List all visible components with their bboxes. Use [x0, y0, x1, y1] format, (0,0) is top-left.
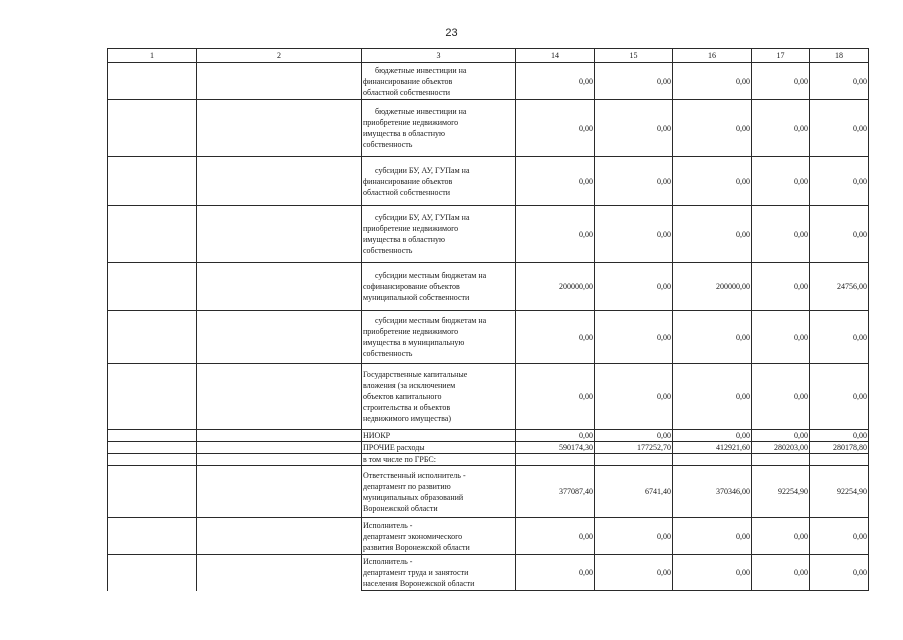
column-header: 3	[362, 49, 516, 63]
value-cell-col14: 0,00	[516, 555, 595, 591]
row-description: Государственные капитальные вложения (за исключением объектов капитального строительства и объектов недвижимого имущества)	[362, 364, 516, 430]
value-cell-col17: 0,00	[752, 430, 810, 442]
column-header: 2	[197, 49, 362, 63]
row-description: Исполнитель - департамент экономического развития Воронежской области	[362, 518, 516, 555]
value-cell-col15: 177252,70	[595, 442, 673, 454]
column-header: 18	[810, 49, 869, 63]
value-cell-col18: 0,00	[810, 100, 869, 157]
empty-cell-col1	[108, 206, 197, 263]
value-cell-col15: 0,00	[595, 100, 673, 157]
row-description: Ответственный исполнитель - департамент по развитию муниципальных образований Воронежской области	[362, 466, 516, 518]
empty-cell-col1	[108, 100, 197, 157]
value-cell-col14: 0,00	[516, 364, 595, 430]
value-cell-col14: 0,00	[516, 157, 595, 206]
row-description: Исполнитель - департамент труда и занятости населения Воронежской области	[362, 555, 516, 591]
empty-cell-col1	[108, 430, 197, 442]
value-cell-col14: 0,00	[516, 206, 595, 263]
table-row	[108, 263, 869, 311]
value-cell-col18: 24756,00	[810, 263, 869, 311]
row-description: субсидии БУ, АУ, ГУПам на приобретение недвижимого имущества в областную собственность	[362, 206, 516, 263]
table-row	[108, 157, 869, 206]
value-cell-col15	[595, 454, 673, 466]
table-row	[108, 466, 869, 518]
empty-cell-col1	[108, 157, 197, 206]
value-cell-col17: 0,00	[752, 63, 810, 100]
value-cell-col17: 0,00	[752, 206, 810, 263]
empty-cell-col2	[197, 63, 362, 100]
value-cell-col16: 0,00	[673, 157, 752, 206]
page-number: 23	[445, 27, 458, 39]
table-row	[108, 364, 869, 430]
table-row	[108, 454, 869, 466]
value-cell-col17: 0,00	[752, 157, 810, 206]
empty-cell-col1	[108, 518, 197, 555]
empty-cell-col2	[197, 263, 362, 311]
value-cell-col14: 0,00	[516, 311, 595, 364]
value-cell-col17: 0,00	[752, 364, 810, 430]
empty-cell-col1	[108, 454, 197, 466]
value-cell-col15: 0,00	[595, 518, 673, 555]
value-cell-col15: 0,00	[595, 311, 673, 364]
empty-cell-col1	[108, 63, 197, 100]
table-row	[108, 206, 869, 263]
value-cell-col18: 0,00	[810, 518, 869, 555]
empty-cell-col2	[197, 430, 362, 442]
value-cell-col15: 0,00	[595, 430, 673, 442]
value-cell-col16: 412921,60	[673, 442, 752, 454]
value-cell-col16: 0,00	[673, 100, 752, 157]
value-cell-col17: 92254,90	[752, 466, 810, 518]
value-cell-col14: 0,00	[516, 100, 595, 157]
value-cell-col18: 0,00	[810, 430, 869, 442]
value-cell-col18: 0,00	[810, 63, 869, 100]
row-description: в том числе по ГРБС:	[362, 454, 516, 466]
value-cell-col18: 280178,80	[810, 442, 869, 454]
empty-cell-col2	[197, 454, 362, 466]
column-header: 1	[108, 49, 197, 63]
value-cell-col18: 0,00	[810, 206, 869, 263]
empty-cell-col2	[197, 442, 362, 454]
value-cell-col16: 370346,00	[673, 466, 752, 518]
value-cell-col16	[673, 454, 752, 466]
row-description: бюджетные инвестиции на финансирование объектов областной собственности	[362, 63, 516, 100]
empty-cell-col1	[108, 555, 197, 591]
value-cell-col18: 0,00	[810, 364, 869, 430]
table-row	[108, 63, 869, 100]
value-cell-col14: 590174,30	[516, 442, 595, 454]
value-cell-col16: 0,00	[673, 311, 752, 364]
value-cell-col15: 0,00	[595, 555, 673, 591]
empty-cell-col2	[197, 311, 362, 364]
table-row	[108, 442, 869, 454]
table-row	[108, 430, 869, 442]
value-cell-col15: 0,00	[595, 157, 673, 206]
budget-table	[107, 48, 869, 591]
table-row	[108, 555, 869, 591]
column-number-header	[108, 49, 869, 63]
row-description: НИОКР	[362, 430, 516, 442]
empty-cell-col2	[197, 364, 362, 430]
value-cell-col17: 0,00	[752, 555, 810, 591]
value-cell-col15: 0,00	[595, 206, 673, 263]
empty-cell-col1	[108, 311, 197, 364]
empty-cell-col1	[108, 466, 197, 518]
value-cell-col15: 0,00	[595, 63, 673, 100]
value-cell-col17: 0,00	[752, 518, 810, 555]
value-cell-col18: 0,00	[810, 157, 869, 206]
empty-cell-col2	[197, 157, 362, 206]
column-header: 14	[516, 49, 595, 63]
value-cell-col16: 0,00	[673, 555, 752, 591]
value-cell-col18: 0,00	[810, 555, 869, 591]
value-cell-col16: 0,00	[673, 518, 752, 555]
value-cell-col16: 0,00	[673, 364, 752, 430]
value-cell-col14: 0,00	[516, 63, 595, 100]
empty-cell-col2	[197, 518, 362, 555]
row-description: ПРОЧИЕ расходы	[362, 442, 516, 454]
value-cell-col16: 0,00	[673, 206, 752, 263]
value-cell-col15: 0,00	[595, 364, 673, 430]
table-row	[108, 311, 869, 364]
row-description: субсидии БУ, АУ, ГУПам на финансирование объектов областной собственности	[362, 157, 516, 206]
empty-cell-col1	[108, 263, 197, 311]
value-cell-col15: 0,00	[595, 263, 673, 311]
value-cell-col17: 0,00	[752, 311, 810, 364]
value-cell-col16: 200000,00	[673, 263, 752, 311]
empty-cell-col1	[108, 442, 197, 454]
value-cell-col16: 0,00	[673, 430, 752, 442]
value-cell-col14: 0,00	[516, 518, 595, 555]
table-row	[108, 100, 869, 157]
value-cell-col17: 280203,00	[752, 442, 810, 454]
row-description: субсидии местным бюджетам на приобретение недвижимого имущества в муниципальную собственность	[362, 311, 516, 364]
table-row	[108, 518, 869, 555]
value-cell-col18: 92254,90	[810, 466, 869, 518]
column-header: 16	[673, 49, 752, 63]
empty-cell-col1	[108, 364, 197, 430]
row-description: бюджетные инвестиции на приобретение недвижимого имущества в областную собственность	[362, 100, 516, 157]
value-cell-col17	[752, 454, 810, 466]
empty-cell-col2	[197, 100, 362, 157]
empty-cell-col2	[197, 555, 362, 591]
column-header: 15	[595, 49, 673, 63]
value-cell-col14: 200000,00	[516, 263, 595, 311]
empty-cell-col2	[197, 206, 362, 263]
empty-cell-col2	[197, 466, 362, 518]
value-cell-col14: 377087,40	[516, 466, 595, 518]
row-description: субсидии местным бюджетам на софинансирование объектов муниципальной собственности	[362, 263, 516, 311]
value-cell-col17: 0,00	[752, 100, 810, 157]
value-cell-col17: 0,00	[752, 263, 810, 311]
column-header: 17	[752, 49, 810, 63]
value-cell-col16: 0,00	[673, 63, 752, 100]
value-cell-col14	[516, 454, 595, 466]
value-cell-col14: 0,00	[516, 430, 595, 442]
value-cell-col15: 6741,40	[595, 466, 673, 518]
value-cell-col18	[810, 454, 869, 466]
value-cell-col18: 0,00	[810, 311, 869, 364]
